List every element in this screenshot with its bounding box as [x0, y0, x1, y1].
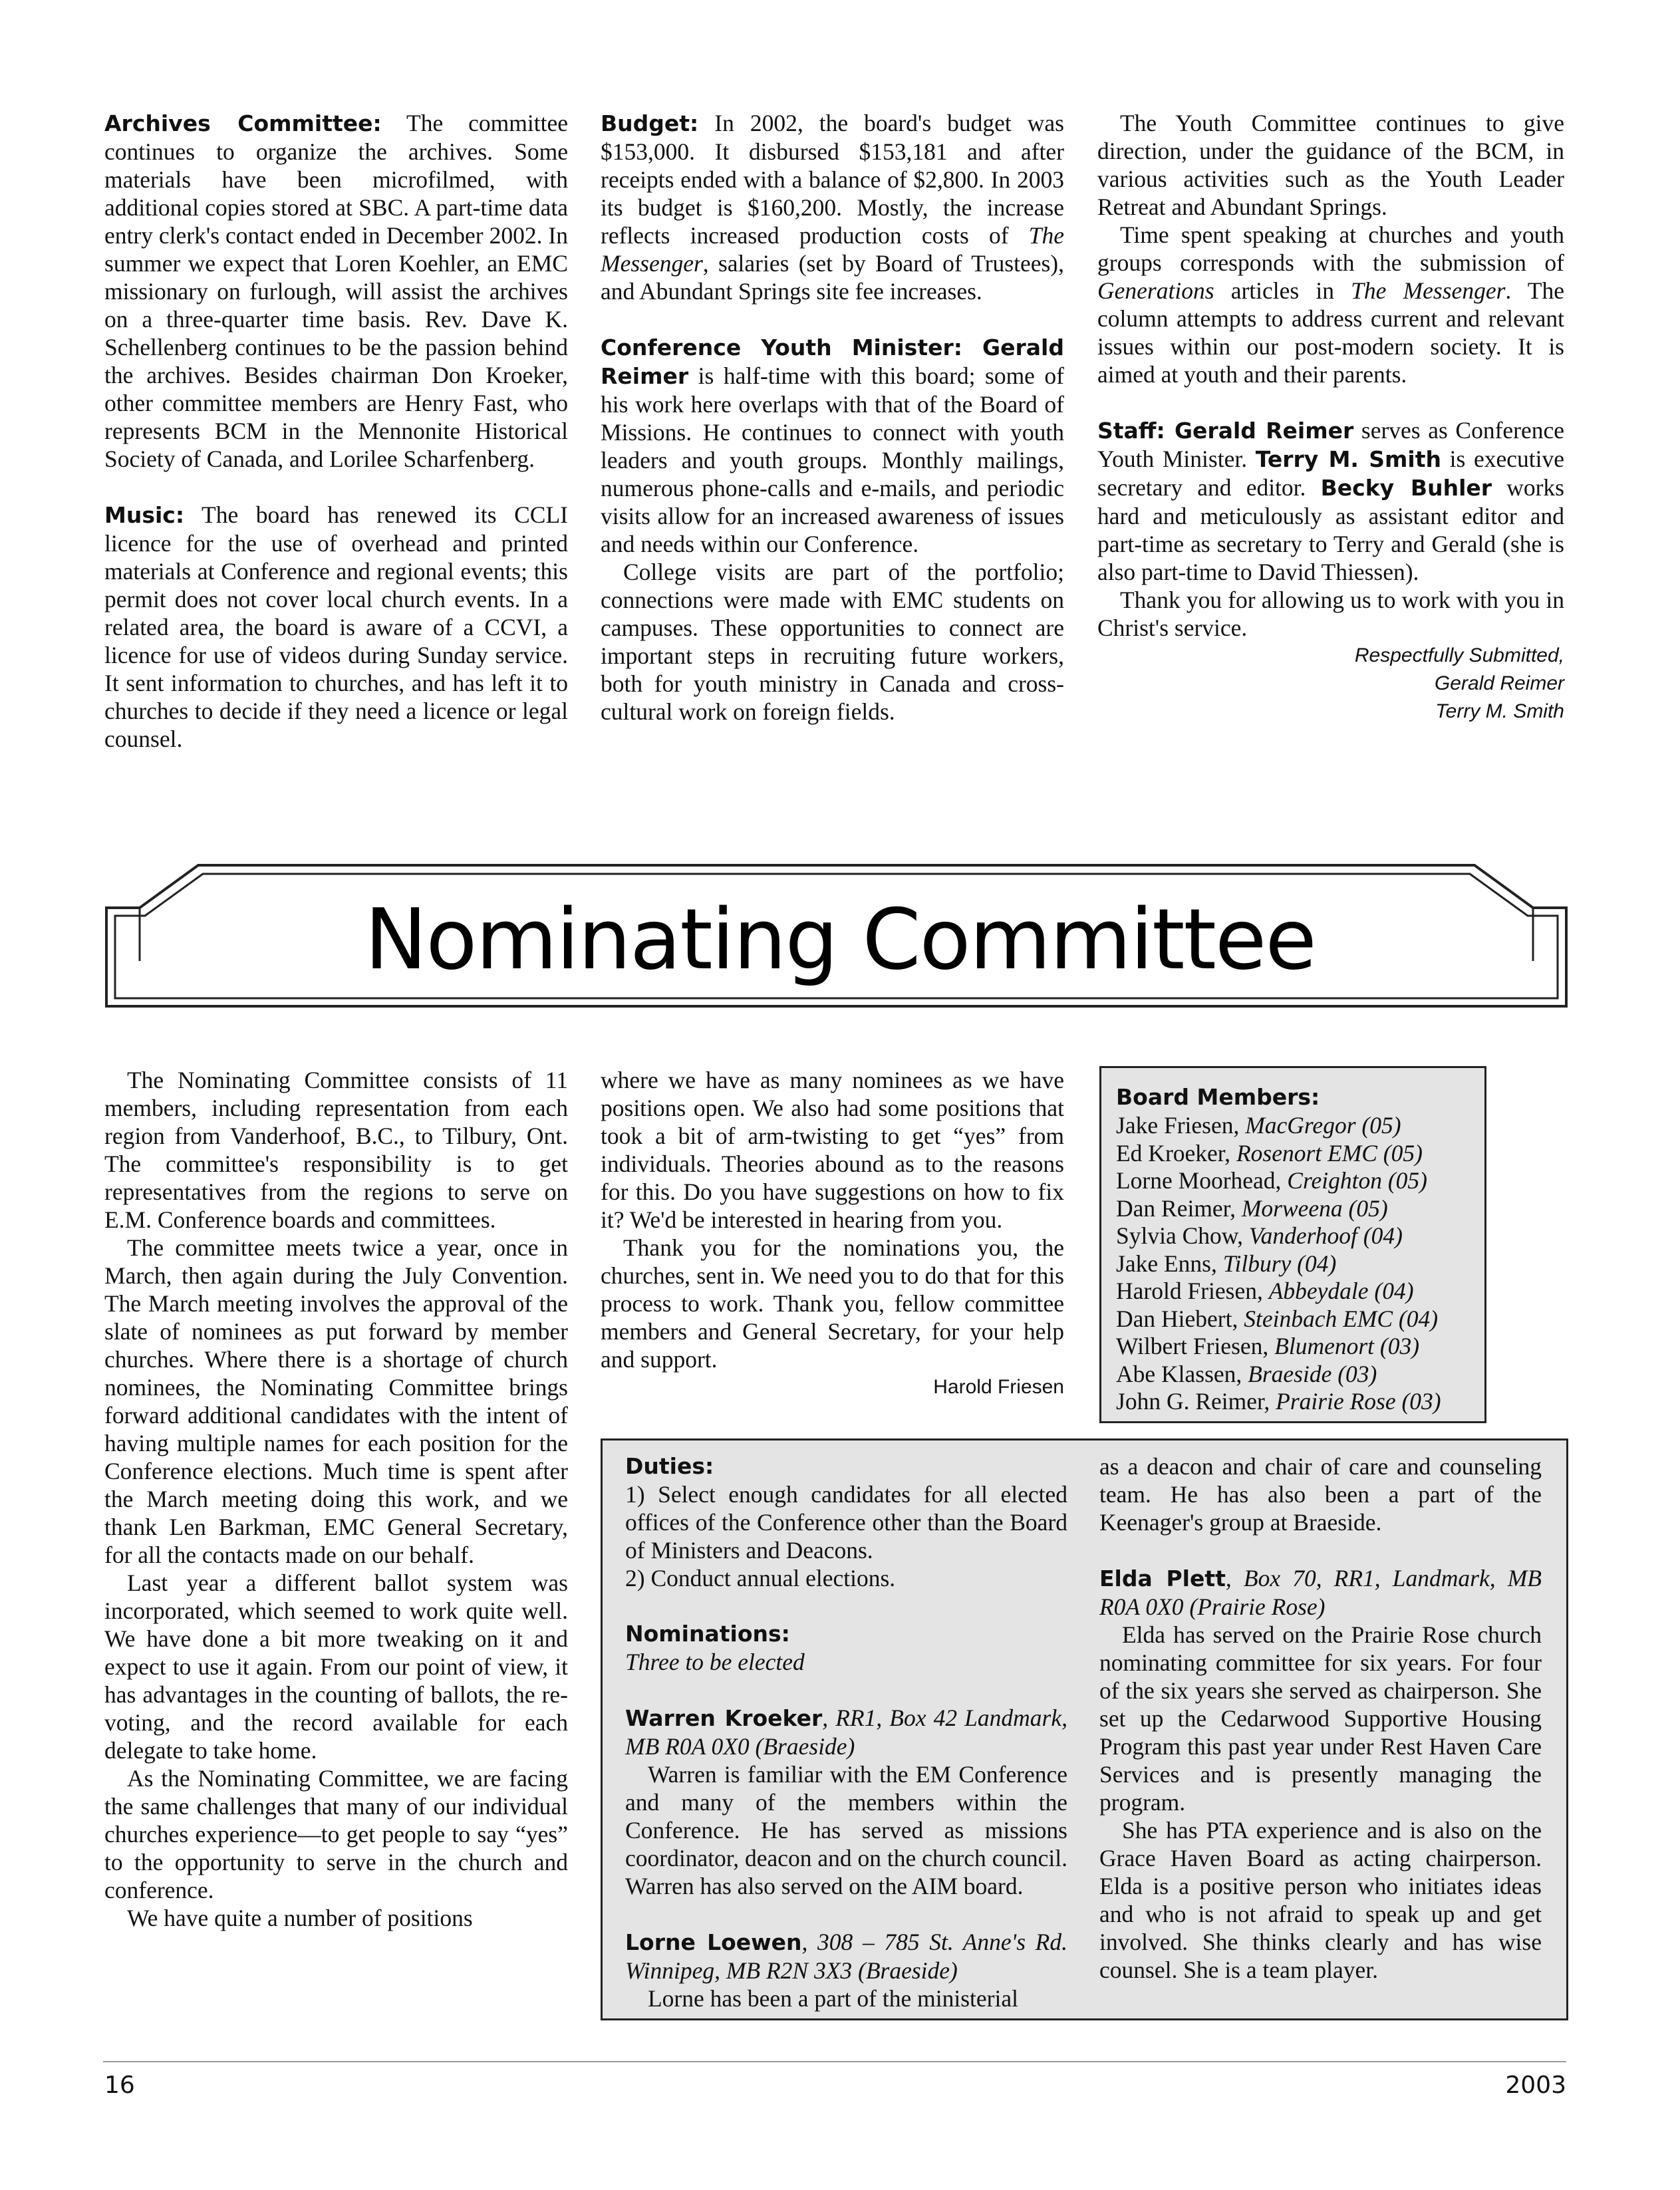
signature-block: Respectfully Submitted, Gerald Reimer Terry M. Smith — [1354, 644, 1564, 722]
nominee-warren-bio: Warren is familiar with the EM Conference and many of the members within the Conference. He has served as missions coordinator, deacon and on the church council. Warren has also served on the AIM board. — [625, 1761, 1067, 1899]
nominating-second-column — [601, 1066, 1064, 1401]
archives-music-column — [104, 109, 568, 753]
board-member: John G. Reimer, Prairie Rose (03) — [1116, 1388, 1441, 1415]
board-member: Dan Hiebert, Steinbach EMC (04) — [1116, 1305, 1439, 1332]
staff-heading: Staff: Gerald Reimer — [1097, 418, 1354, 444]
nominating-thanks: Thank you for the nominations you, the churches, sent in. We need you to do that for this process to work. Thank you, fellow committee members and General Secretary, for your help and support. — [601, 1234, 1064, 1373]
nominating-p5: We have quite a number of positions — [127, 1905, 473, 1931]
section-title: Nominating Committee — [364, 890, 1316, 988]
music-heading: Music: — [104, 502, 185, 528]
board-member: Lorne Moorhead, Creighton (05) — [1116, 1167, 1427, 1194]
thanks-paragraph: Thank you for allowing us to work with you in Christ's service. — [1097, 587, 1564, 641]
budget-heading: Budget: — [601, 110, 699, 136]
board-members-box — [1099, 1066, 1486, 1423]
duties-right-column — [1099, 1452, 1542, 1984]
page-number: 16 — [104, 2072, 135, 2099]
youth-committee-paragraph: The Youth Committee continues to give direction, under the guidance of the BCM, in various activities such as the Youth Leader Retreat and Abundant Springs. — [1097, 110, 1564, 220]
board-member: Jake Enns, Tilbury (04) — [1116, 1250, 1337, 1277]
footer-year: 2003 — [1505, 2072, 1566, 2099]
nominating-p2: The committee meets twice a year, once in March, then again during the July Convention. The March meeting involves the approval of the slate of nominees as put forward by member churches. Where there is a shortage of church nominees, the Nominating Committee brings forward additional candidates with the intent of having multiple names for each position for the Conference elections. Much time is spent after the March meeting doing this work, and we thank Len Barkman, EMC General Secretary, for all the contacts made on our behalf. — [104, 1234, 568, 1568]
board-members-heading: Board Members: — [1116, 1084, 1320, 1110]
nominating-p3: Last year a different ballot system was incorporated, which seemed to work quite well. We have done a bit more tweaking on it and expect to use it again. From our point of view, it has advantages in the counting of ballots, the re-voting, and the record available for each delegate to take home. — [104, 1570, 568, 1764]
duties-nominations-box — [601, 1438, 1568, 2020]
duties-left-column — [625, 1452, 1067, 2012]
board-member: Abe Klassen, Braeside (03) — [1116, 1360, 1377, 1387]
board-member: Harold Friesen, Abbeydale (04) — [1116, 1278, 1414, 1304]
nominations-heading: Nominations: — [625, 1621, 790, 1647]
board-member: Wilbert Friesen, Blumenort (03) — [1116, 1333, 1420, 1359]
board-member: Dan Reimer, Morweena (05) — [1116, 1194, 1388, 1222]
music-paragraph: Music: The board has renewed its CCLI licence for the use of overhead and printed materials at Conference and regional events; this permit does not cover local church events. In a related area, the board is aware of a CCVI, a licence for use of videos during Sunday service. It sent information to churches, and has left it to churches to decide if they need a licence or legal counsel. — [104, 501, 568, 752]
duty-item: 2) Conduct annual elections. — [625, 1565, 896, 1591]
staff-paragraph: Staff: Gerald Reimer serves as Conference Youth Minister. Terry M. Smith is executive secretary and editor. Becky Buhler works hard and meticulously as assistant editor and part-time as secretary to Terry and Gerald (she is also part-time to David Thiessen). — [1097, 417, 1564, 585]
youth-staff-column — [1097, 109, 1564, 726]
board-member: Sylvia Chow, Vanderhoof (04) — [1116, 1222, 1403, 1249]
nominating-intro-column — [104, 1066, 568, 1932]
board-member: Jake Friesen, MacGregor (05) — [1116, 1112, 1401, 1139]
youth-minister-heading: Conference Youth Minister: Gerald Reimer — [601, 335, 1064, 389]
footer-rule — [103, 2061, 1566, 2062]
nominee-warren: Warren Kroeker, RR1, Box 42 Landmark, MB R0A 0X0 (Braeside) — [625, 1705, 1068, 1760]
nominating-continuation: where we have as many nominees as we have positions open. We also had some positions that took a bit of arm-twisting to get “yes” from individuals. Theories abound as to the reasons for this. Do you have suggestions on how to fix it? We'd be interested in hearing from you. — [601, 1067, 1064, 1233]
archives-paragraph: Archives Committee: The committee continues to organize the archives. Some materials have been microfilmed, with additional copies stored at SBC. A part-time data entry clerk's contact ended in December 2002. In summer we expect that Loren Koehler, an EMC missionary on furlough, will assist the archives on a three-quarter time basis. Rev. Dave K. Schellenberg continues to be the passion behind the archives. Besides chairman Don Kroeker, other committee members are Henry Fast, who represents BCM in the Mennonite Historical Society of Canada, and Lorilee Scharfenberg. — [104, 110, 568, 472]
budget-youth-column — [601, 109, 1064, 726]
nominee-lorne-bio: Lorne has been a part of the ministerial — [648, 1985, 1018, 2012]
nominating-p1: The Nominating Committee consists of 11 members, including representation from each region from Vanderhoof, B.C., to Tilbury, Ont. The committee's responsibility is to get representatives from the regions to serve on E.M. Conference boards and committees. — [104, 1067, 568, 1233]
duty-item: 1) Select enough candidates for all elected offices of the Conference other than the Board of Ministers and Deacons. — [625, 1481, 1067, 1564]
youth-minister-paragraph: Conference Youth Minister: Gerald Reimer is half-time with this board; some of his work here overlaps with that of the Board of Missions. He continues to connect with youth leaders and youth groups. Monthly mailings, numerous phone-calls and e-mails, and periodic visits allow for an increased awareness of issues and needs within our Conference. — [601, 335, 1064, 557]
nominee-elda-bio-1: Elda has served on the Prairie Rose church nominating committee for six years. For four of the six years she served as chairperson. She set up the Cedarwood Supportive Housing Program this past year under Rest Haven Care Services and is presently managing the program. — [1099, 1621, 1542, 1816]
nominating-p4: As the Nominating Committee, we are facing the same challenges that many of our individual churches experience—to get people to say “yes” to the opportunity to serve in the church and conference. — [104, 1765, 568, 1903]
nominating-signature: Harold Friesen — [933, 1376, 1064, 1398]
duties-heading: Duties: — [625, 1453, 714, 1479]
nominee-elda: Elda Plett, Box 70, RR1, Landmark, MB R0A 0X0 (Prairie Rose) — [1099, 1565, 1542, 1620]
nominee-lorne-bio-cont: as a deacon and chair of care and counseling team. He has also been a part of the Keenager's group at Braeside. — [1099, 1453, 1542, 1536]
nominee-lorne: Lorne Loewen, 308 – 785 St. Anne's Rd. Winnipeg, MB R2N 3X3 (Braeside) — [625, 1929, 1067, 1984]
archives-heading: Archives Committee: — [104, 110, 382, 136]
college-visits-paragraph: College visits are part of the portfolio; connections were made with EMC students on campuses. These opportunities to connect are important steps in recruiting future workers, both for youth ministry in Canada and cross-cultural work on foreign fields. — [601, 559, 1064, 725]
nominations-note: Three to be elected — [625, 1649, 805, 1675]
generations-paragraph: Time spent speaking at churches and youth groups corresponds with the submission of Generations articles in The Messenger. The column attempts to address current and relevant issues within our post-modern society. It is aimed at youth and their parents. — [1097, 221, 1564, 388]
board-member: Ed Kroeker, Rosenort EMC (05) — [1116, 1139, 1423, 1166]
nominee-elda-bio-2: She has PTA experience and is also on the Grace Haven Board as acting chairperson. Elda is a positive person who initiates ideas and who is not afraid to speak up and get involved. She thinks clearly and has wise counsel. She is a team player. — [1099, 1817, 1542, 1983]
budget-paragraph: Budget: In 2002, the board's budget was $153,000. It disbursed $153,181 and after receipts ended with a balance of $2,800. In 2003 its budget is $160,200. Mostly, the increase reflects increased production costs of The Messenger, salaries (set by Board of Trustees), and Abundant Springs site fee increases. — [601, 110, 1064, 305]
